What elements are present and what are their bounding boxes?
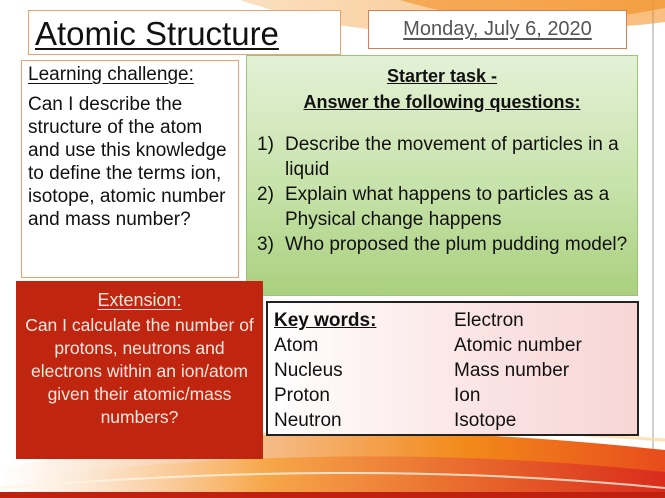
starter-question (257, 232, 632, 257)
starter-task-box (246, 55, 638, 296)
question-number: 2) (257, 184, 274, 205)
starter-task-title (247, 63, 637, 115)
key-words-column-2 (454, 308, 582, 433)
key-word: Neutron (274, 410, 342, 431)
key-word: Electron (454, 310, 524, 331)
page-title: Atomic Structure (35, 15, 279, 52)
question-number: 3) (257, 234, 274, 255)
starter-question-list (257, 132, 632, 257)
learning-challenge-text: Can I describe the structure of the atom and use this knowledge to define the terms ion, isotope, atomic number and mass number? (28, 94, 227, 230)
date-box (368, 10, 627, 49)
starter-question (257, 132, 632, 182)
key-words-heading: Key words: (274, 310, 377, 331)
key-word: Ion (454, 385, 481, 406)
question-text: Who proposed the plum pudding model? (285, 234, 628, 255)
key-words-box (266, 301, 639, 436)
starter-title-line2: Answer the following questions: (303, 92, 581, 112)
title-box (28, 10, 341, 55)
starter-question (257, 182, 632, 232)
extension-text: Can I calculate the number of protons, neutrons and electrons within an ion/atom given their atomic/mass numbers? (25, 315, 254, 427)
question-text: Describe the movement of particles in a liquid (285, 134, 619, 180)
question-text: Explain what happens to particles as a Physical change happens (285, 184, 610, 230)
key-word: Atom (274, 335, 319, 356)
extension-box (16, 281, 263, 459)
key-word: Atomic number (454, 335, 582, 356)
key-word: Proton (274, 385, 330, 406)
extension-heading: Extension: (97, 290, 182, 310)
lesson-date: Monday, July 6, 2020 (403, 18, 592, 40)
question-number: 1) (257, 134, 274, 155)
key-word: Isotope (454, 410, 517, 431)
key-word: Nucleus (274, 360, 343, 381)
learning-challenge-box (21, 60, 239, 278)
starter-title-line1: Starter task - (386, 66, 498, 86)
learning-challenge-heading: Learning challenge: (28, 64, 194, 85)
key-words-column-1 (274, 308, 376, 433)
key-word: Mass number (454, 360, 570, 381)
